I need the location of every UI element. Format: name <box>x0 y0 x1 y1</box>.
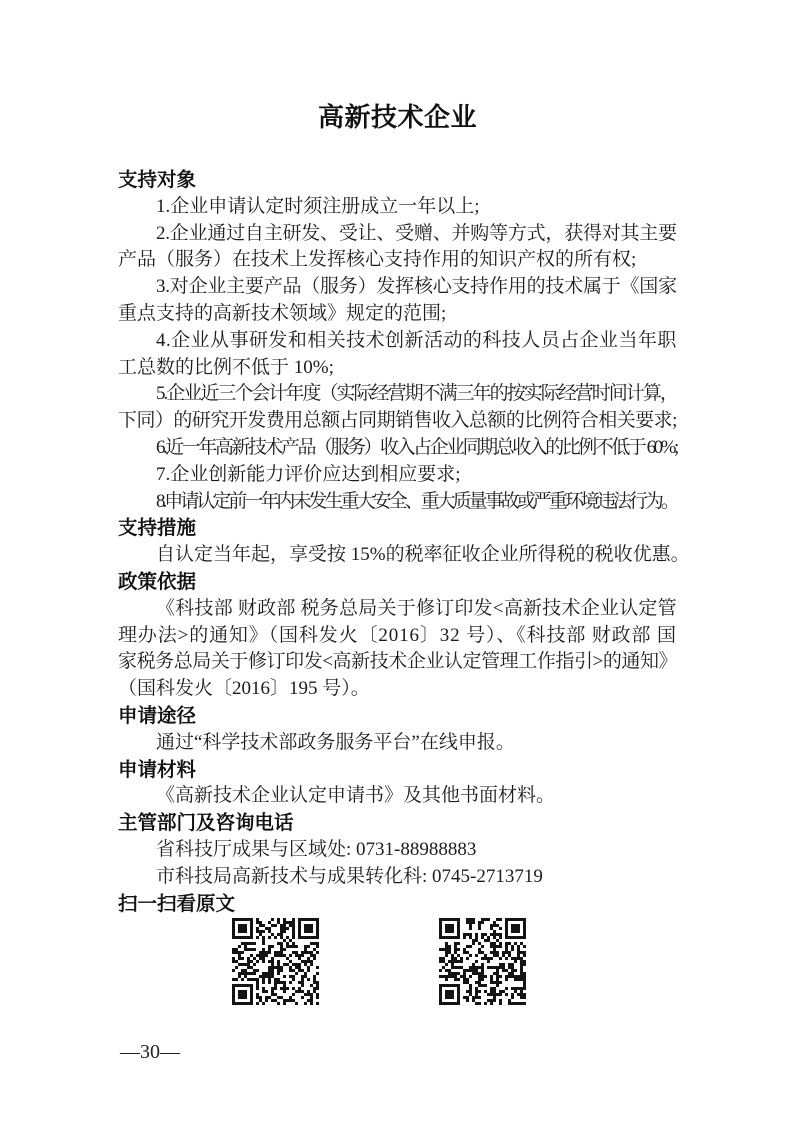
line-text: 家税务总局关于修订印发<高新技术企业认定管理工作指引>的通知》 <box>118 651 678 673</box>
text-line-item-5b <box>118 408 677 435</box>
line-text: 下同）的研究开发费用总额占同期销售收入总额的比例符合相关要求; <box>118 410 677 432</box>
text-line-item-2a <box>118 221 677 248</box>
text-line-policy-4 <box>118 676 677 703</box>
text-line-item-3a <box>118 274 677 301</box>
line-text: 1.企业申请认定时须注册成立一年以上; <box>156 195 480 217</box>
line-text: 工总数的比例不低于 10%; <box>118 356 334 378</box>
heading-text: 支持对象 <box>118 169 197 191</box>
line-text: 《科技部 财政部 税务总局关于修订印发<高新技术企业认定管 <box>156 597 677 619</box>
text-line-materials <box>118 783 677 810</box>
text-line-item-5a <box>118 381 677 408</box>
text-line-policy-2 <box>118 623 677 650</box>
line-text: 8.申请认定前一年内未发生重大安全、重大质量事故或严重环境违法行为。 <box>156 490 677 512</box>
line-text: 3.对企业主要产品（服务）发挥核心支持作用的技术属于《国家 <box>156 276 677 298</box>
heading-text: 申请途径 <box>118 704 197 727</box>
line-text: 5.企业近三个会计年度（实际经营期不满三年的按实际经营时间计算， <box>156 383 677 405</box>
page-title: 高新技术企业 <box>317 103 477 132</box>
heading-text: 支持措施 <box>118 517 197 540</box>
line-text: 7.企业创新能力评价应达到相应要求; <box>156 463 461 485</box>
text-line-phone-province <box>118 837 677 864</box>
page-number: —30— <box>120 1041 180 1063</box>
text-line-policy-1 <box>118 596 677 623</box>
line-text: 自认定当年起，享受按 15%的税率征收企业所得税的税收优惠。 <box>156 544 690 566</box>
text-line-item-4a <box>118 328 677 355</box>
line-text: 理办法>的通知》（国科发火〔2016〕32 号）、《科技部 财政部 国 <box>118 624 677 646</box>
line-text: 产品（服务）在技术上发挥核心支持作用的知识产权的所有权; <box>118 249 637 271</box>
text-line-measure <box>118 542 690 569</box>
line-text: 省科技厅成果与区域处: 0731-88988883 <box>156 838 477 860</box>
line-text: 重点支持的高新技术领域》规定的范围; <box>118 302 447 324</box>
text-line-channel <box>118 730 677 757</box>
text-line-item-4b <box>118 355 677 382</box>
qr-code-left <box>232 918 319 1005</box>
section-heading-contact <box>118 810 677 837</box>
section-heading-support-measures <box>118 515 677 542</box>
text-column <box>118 167 690 917</box>
text-line-item-2b <box>118 247 677 274</box>
section-heading-application-channel <box>118 703 677 730</box>
section-heading-support-target <box>118 167 677 194</box>
text-line-item-3b <box>118 301 677 328</box>
text-line-item-8 <box>118 489 677 516</box>
section-heading-scan-qr <box>118 891 677 918</box>
line-text: 市科技局高新技术与成果转化科: 0745-2713719 <box>156 865 543 887</box>
line-text: 《高新技术企业认定申请书》及其他书面材料。 <box>156 785 556 807</box>
section-heading-application-materials <box>118 757 677 784</box>
qr-code-row <box>0 918 793 1008</box>
line-text: 6.近一年高新技术产品（服务）收入占企业同期总收入的比例不低于 60%; <box>156 436 677 458</box>
line-text: 2.企业通过自主研发、受让、受赠、并购等方式，获得对其主要 <box>156 222 677 244</box>
section-heading-policy-basis <box>118 569 677 596</box>
text-line-phone-city <box>118 864 677 891</box>
heading-text: 主管部门及咨询电话 <box>118 812 294 835</box>
text-line-item-1 <box>118 194 677 221</box>
heading-text: 申请材料 <box>118 758 197 781</box>
line-text: 通过“科学技术部政务服务平台”在线申报。 <box>156 731 515 753</box>
heading-text: 扫一扫看原文 <box>118 892 236 915</box>
text-line-item-7 <box>118 462 677 489</box>
heading-text: 政策依据 <box>118 570 197 593</box>
text-line-item-6 <box>118 435 677 462</box>
line-text: （国科发火〔2016〕195 号）。 <box>118 678 370 700</box>
line-text: 4.企业从事研发和相关技术创新活动的科技人员占企业当年职 <box>156 329 677 351</box>
text-line-policy-3 <box>118 649 677 676</box>
qr-code-right <box>439 918 526 1005</box>
